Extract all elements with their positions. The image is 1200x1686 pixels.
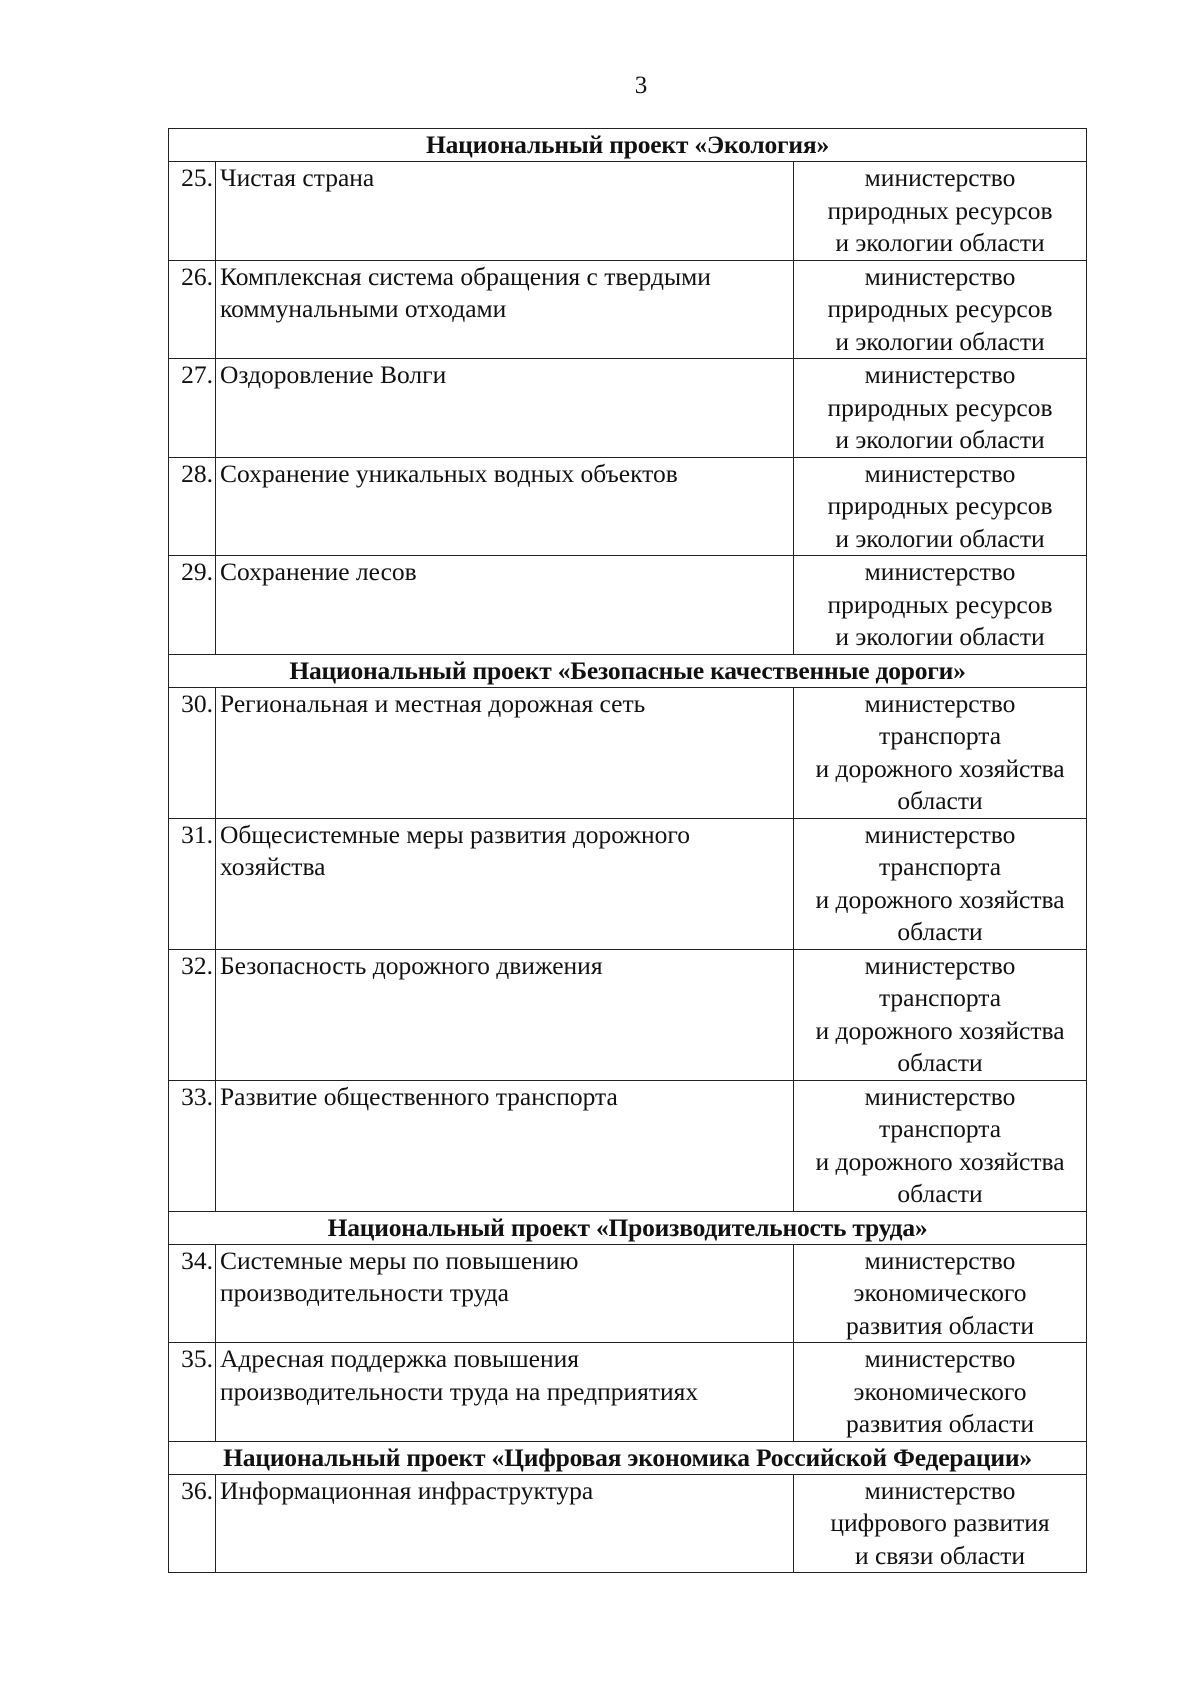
project-name: Региональная и местная дорожная сеть [216,687,794,818]
section-header-row [169,1211,1087,1244]
section-title: Национальный проект «Безопасные качественные дороги» [169,654,1087,687]
section-title: Национальный проект «Производительность труда» [169,1211,1087,1244]
project-name: Чистая страна [216,162,794,261]
responsible-agency: министерство транспорта и дорожного хозяйства области [794,949,1087,1080]
project-name: Сохранение лесов [216,556,794,655]
responsible-agency: министерство цифрового развития и связи области [794,1474,1087,1573]
section-header-row [169,129,1087,162]
responsible-agency: министерство природных ресурсов и экологии области [794,556,1087,655]
project-name: Адресная поддержка повышения производительности труда на предприятиях [216,1343,794,1442]
row-number: 30. [169,687,216,818]
national-projects-table [168,128,1087,1573]
row-number: 27. [169,359,216,458]
row-number: 34. [169,1244,216,1343]
section-header-row [169,1441,1087,1474]
responsible-agency: министерство природных ресурсов и экологии области [794,457,1087,556]
row-number: 31. [169,818,216,949]
row-number: 25. [169,162,216,261]
project-name: Комплексная система обращения с твердыми коммунальными отходами [216,260,794,359]
table-row [169,162,1087,261]
responsible-agency: министерство природных ресурсов и экологии области [794,359,1087,458]
project-name: Общесистемные меры развития дорожного хозяйства [216,818,794,949]
responsible-agency: министерство экономического развития области [794,1343,1087,1442]
project-name: Системные меры по повышению производительности труда [216,1244,794,1343]
row-number: 33. [169,1080,216,1211]
row-number: 35. [169,1343,216,1442]
project-name: Оздоровление Волги [216,359,794,458]
table-row [169,949,1087,1080]
table-row [169,687,1087,818]
section-title: Национальный проект «Цифровая экономика Российской Федерации» [169,1441,1087,1474]
table-row [169,556,1087,655]
project-name: Развитие общественного транспорта [216,1080,794,1211]
table-row [169,260,1087,359]
table-row [169,457,1087,556]
section-header-row [169,654,1087,687]
row-number: 29. [169,556,216,655]
project-name: Сохранение уникальных водных объектов [216,457,794,556]
table-row [169,1343,1087,1442]
section-title: Национальный проект «Экология» [169,129,1087,162]
responsible-agency: министерство транспорта и дорожного хозяйства области [794,687,1087,818]
row-number: 36. [169,1474,216,1573]
responsible-agency: министерство транспорта и дорожного хозяйства области [794,818,1087,949]
row-number: 28. [169,457,216,556]
row-number: 32. [169,949,216,1080]
responsible-agency: министерство природных ресурсов и экологии области [794,260,1087,359]
responsible-agency: министерство экономического развития области [794,1244,1087,1343]
table-row [169,1474,1087,1573]
table-row [169,818,1087,949]
table-row [169,1244,1087,1343]
project-name: Безопасность дорожного движения [216,949,794,1080]
project-name: Информационная инфраструктура [216,1474,794,1573]
page-number: 3 [634,72,648,99]
table-row [169,359,1087,458]
responsible-agency: министерство природных ресурсов и экологии области [794,162,1087,261]
row-number: 26. [169,260,216,359]
responsible-agency: министерство транспорта и дорожного хозяйства области [794,1080,1087,1211]
table-row [169,1080,1087,1211]
